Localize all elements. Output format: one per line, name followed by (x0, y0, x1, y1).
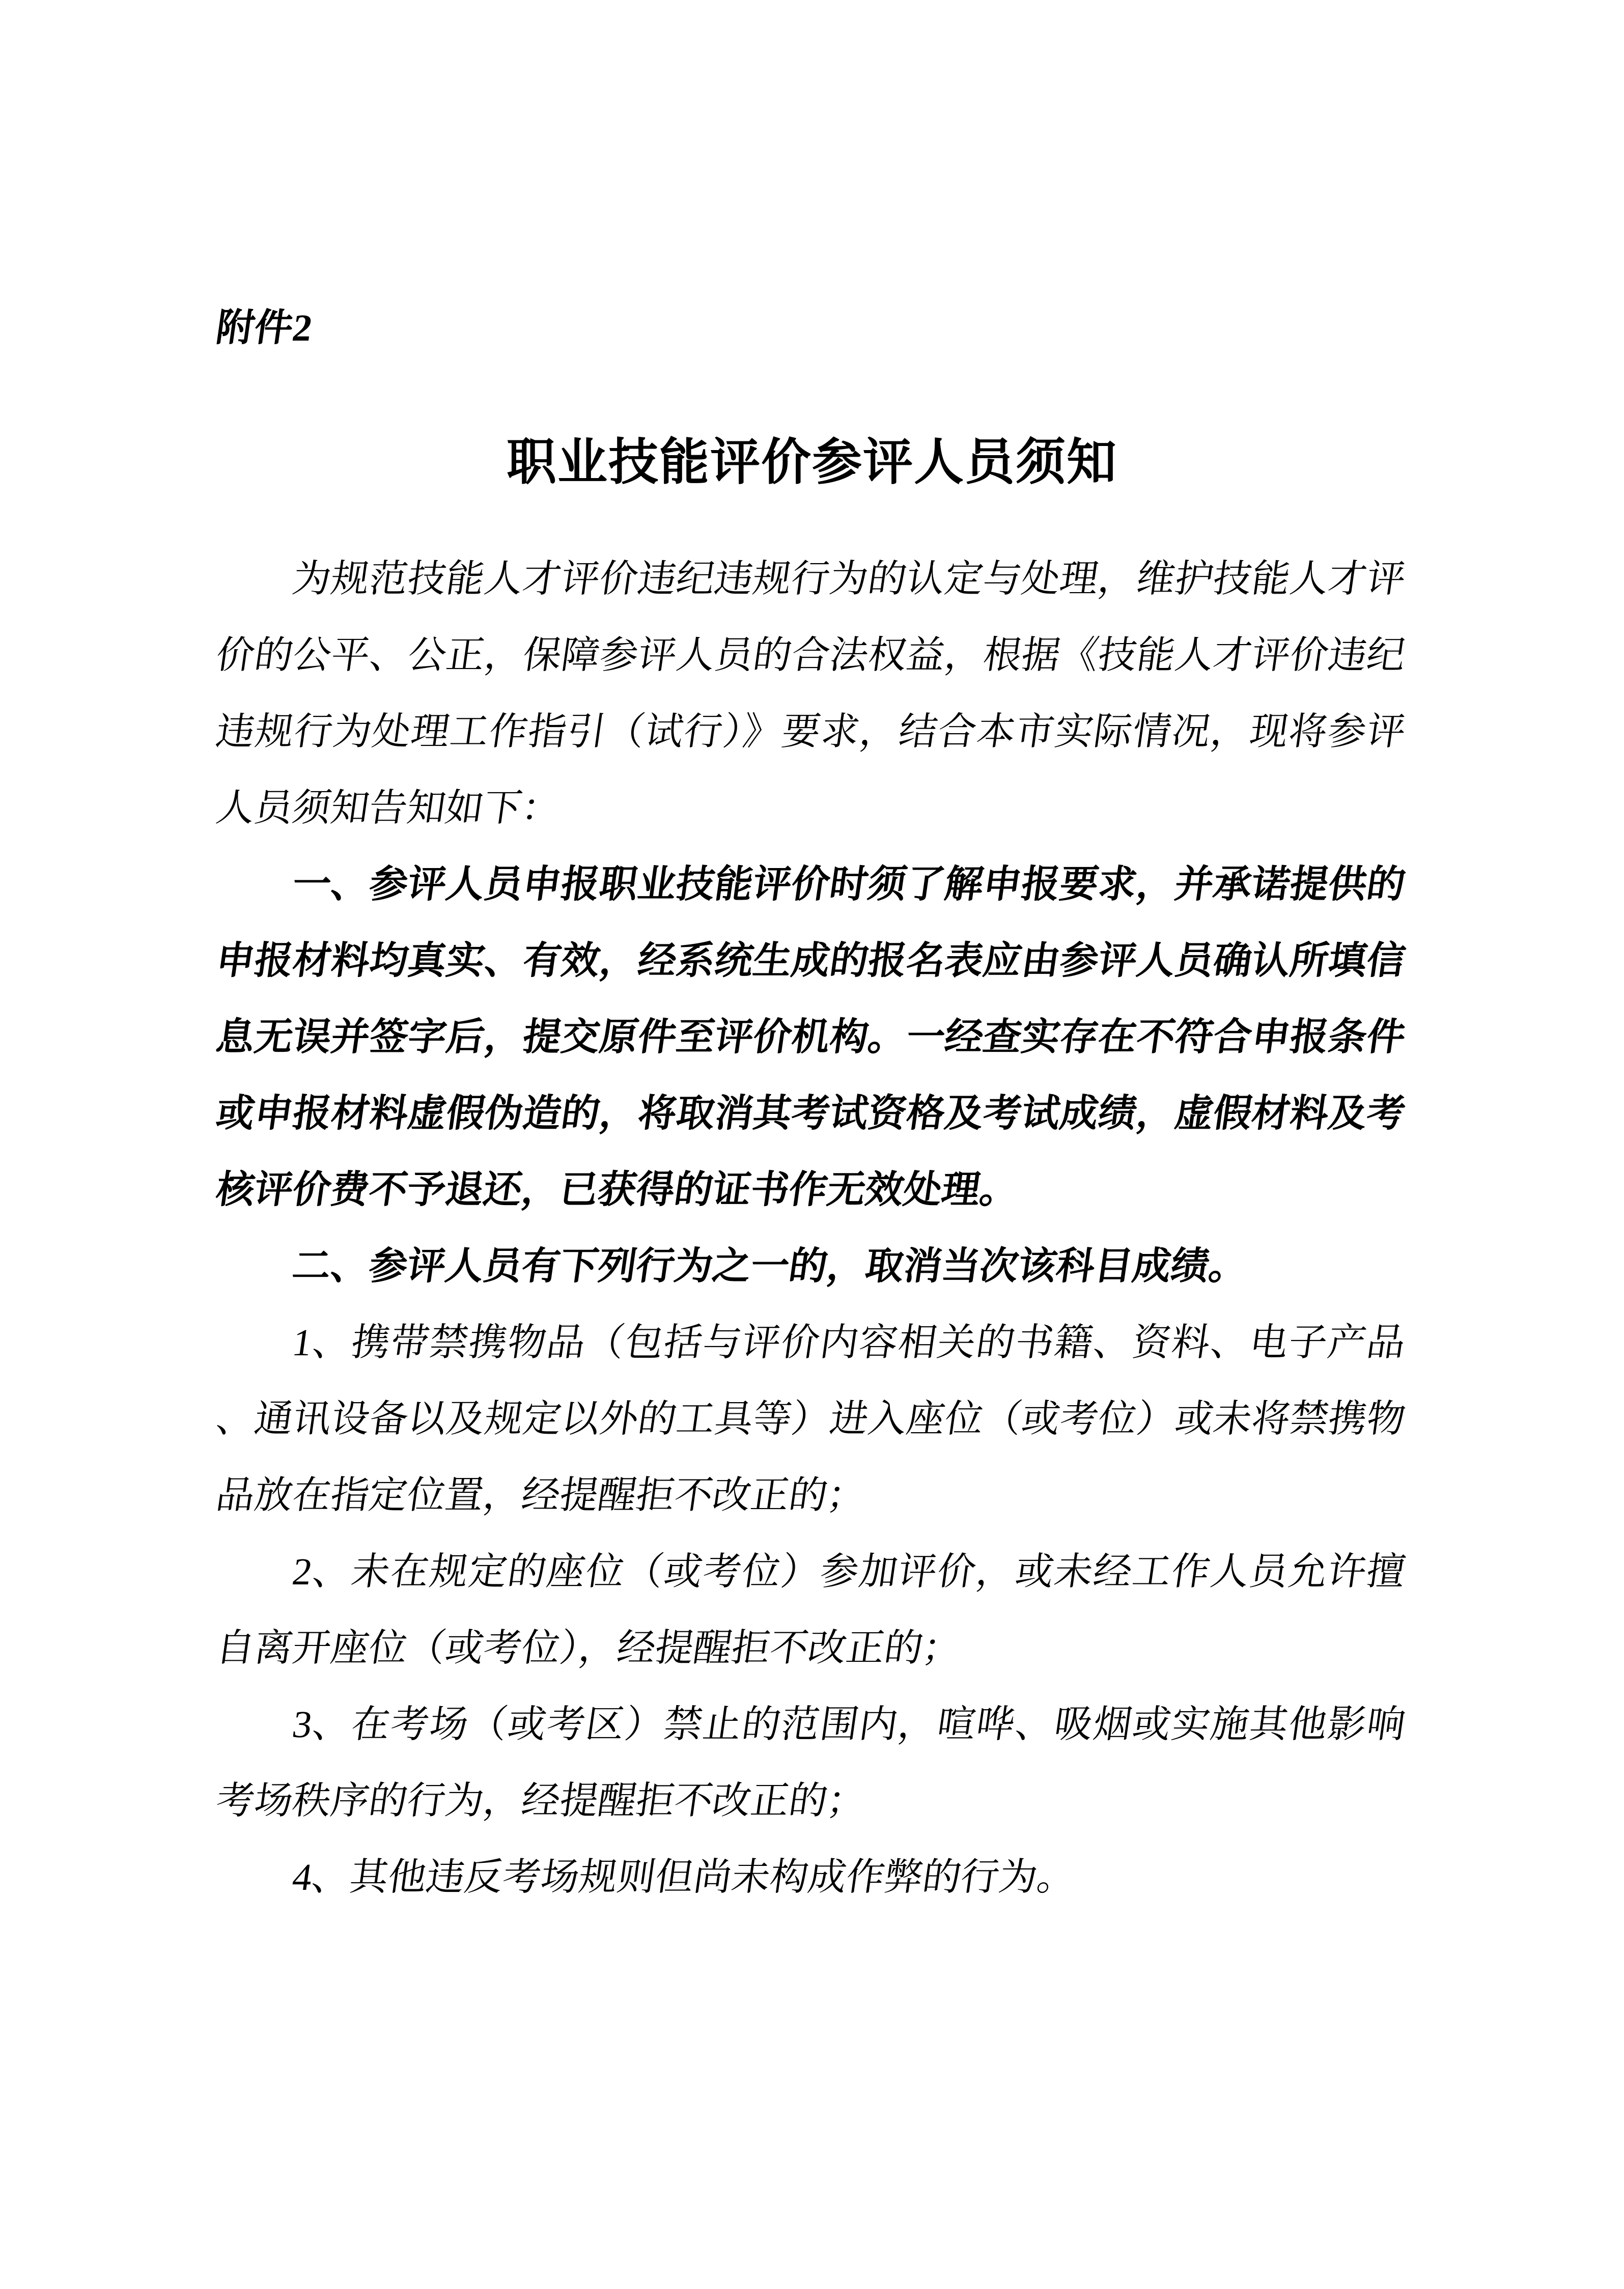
page-title: 职业技能评价参评人员须知 (506, 435, 1117, 490)
document-body (213, 541, 1408, 1916)
body-line-7: 息无误并签字后，提交原件至评价机构。一经查实存在不符合申报条件 (213, 1016, 1408, 1058)
attachment-label: 附件2 (213, 307, 315, 349)
body-line-15: 自离开座位（或考位），经提醒拒不改正的； (213, 1627, 964, 1669)
body-line-11: 1、携带禁携物品（包括与评价内容相关的书籍、资料、电子产品 (290, 1322, 1408, 1364)
body-line-14: 2、未在规定的座位（或考位）参加评价，或未经工作人员允许擅 (290, 1551, 1408, 1593)
body-line-16: 3、在考场（或考区）禁止的范围内，喧哗、吸烟或实施其他影响 (290, 1704, 1408, 1746)
body-line-6: 申报材料均真实、有效，经系统生成的报名表应由参评人员确认所填信 (213, 940, 1408, 982)
body-line-1: 为规范技能人才评价违纪违规行为的认定与处理，维护技能人才评 (290, 558, 1408, 600)
body-line-13: 品放在指定位置，经提醒拒不改正的； (213, 1474, 869, 1517)
body-line-9: 核评价费不予退还，已获得的证书作无效处理。 (213, 1169, 1021, 1211)
body-line-5: 一、参评人员申报职业技能评价时须了解申报要求，并承诺提供的 (290, 863, 1408, 906)
body-line-17: 考场秩序的行为，经提醒拒不改正的； (213, 1780, 869, 1822)
body-line-10: 二、参评人员有下列行为之一的，取消当次该科目成绩。 (290, 1245, 1250, 1288)
body-line-4: 人员须知告知如下： (213, 787, 563, 829)
body-line-3: 违规行为处理工作指引（试行）》要求，结合本市实际情况，现将参评 (213, 711, 1408, 753)
body-line-8: 或申报材料虚假伪造的，将取消其考试资格及考试成绩，虚假材料及考 (213, 1093, 1408, 1135)
body-line-2: 价的公平、公正，保障参评人员的合法权益，根据《技能人才评价违纪 (213, 634, 1408, 677)
body-line-18: 4、其他违反考场规则但尚未构成作弊的行为。 (290, 1856, 1079, 1899)
body-line-12: 、通讯设备以及规定以外的工具等）进入座位（或考位）或未将禁携物 (213, 1398, 1408, 1440)
